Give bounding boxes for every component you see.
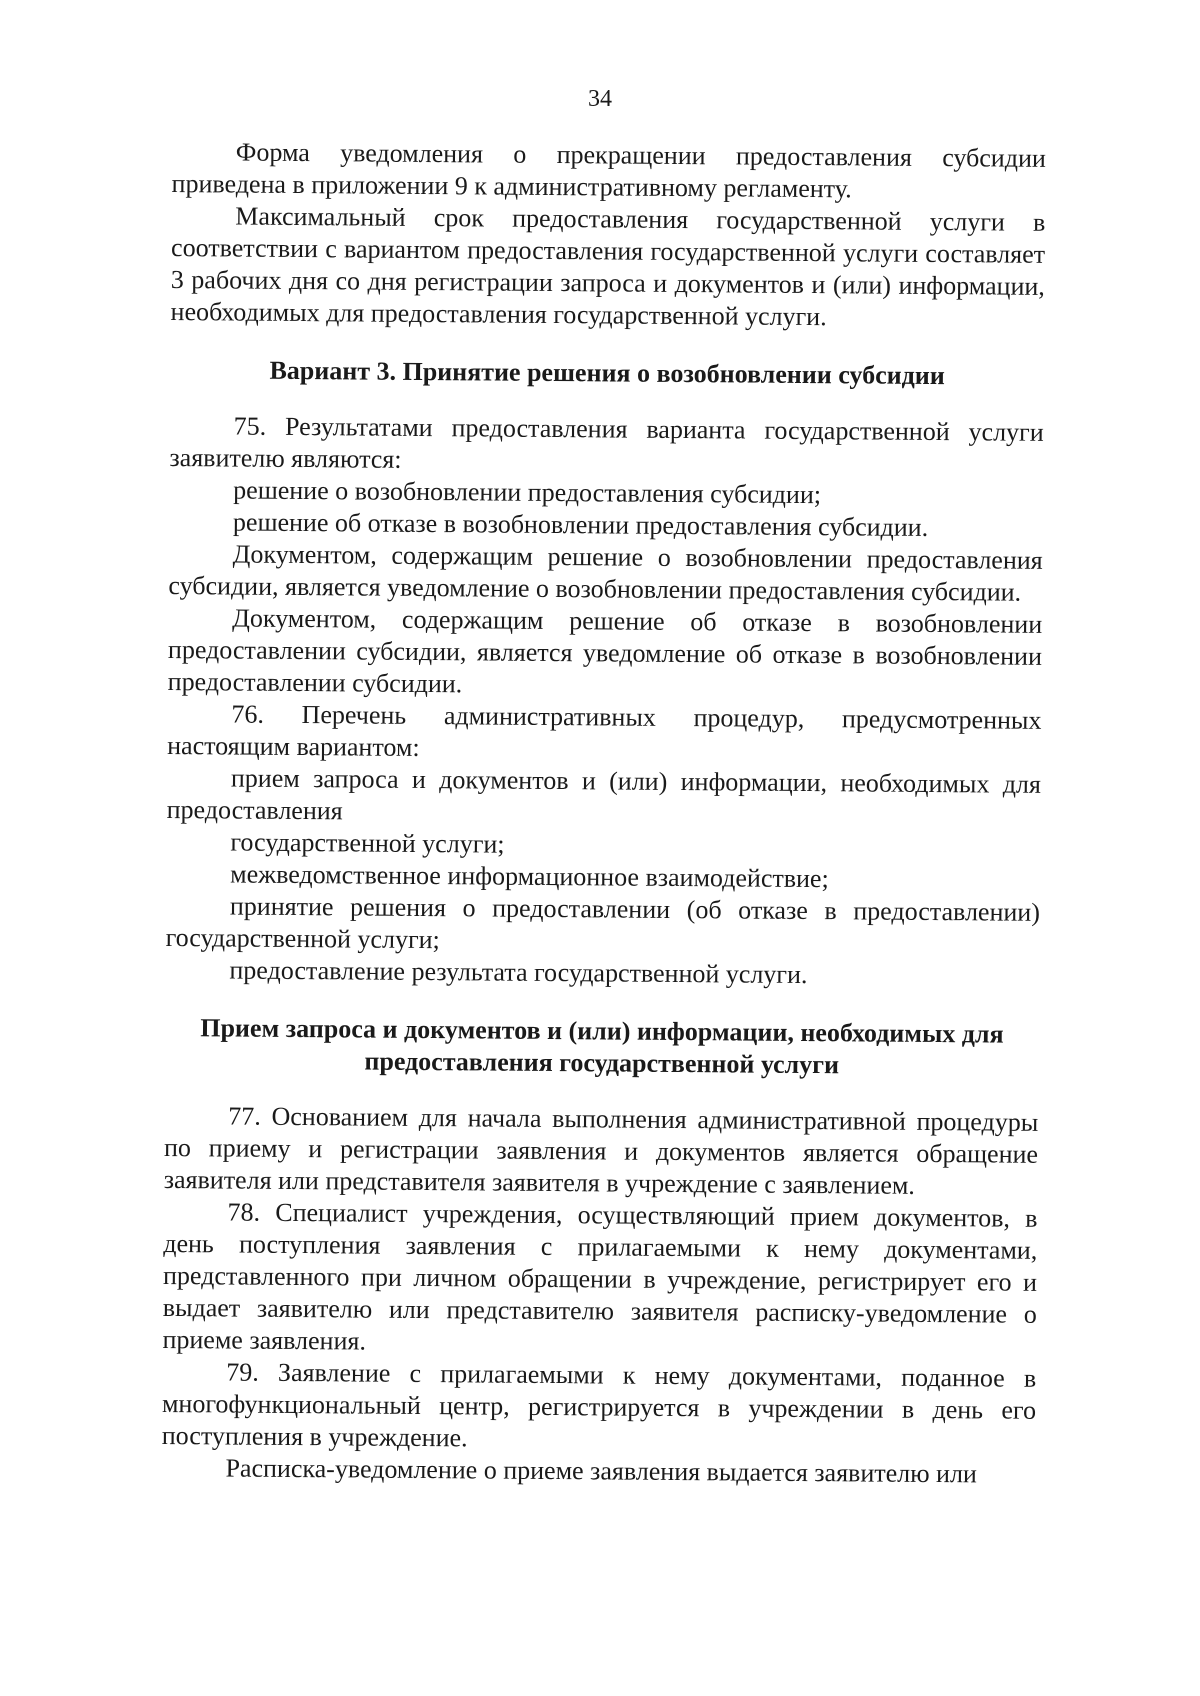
- section-heading: Вариант 3. Принятие решения о возобновлении субсидии: [269, 355, 945, 391]
- list-item: предоставление результата государственной услуги.: [229, 955, 808, 990]
- paragraph: 77. Основанием для начала выполнения административной процедуры по приему и регистрации заявления и документов является обращение заявителя или представителя заявителя в учреждение с заявлением.: [163, 1101, 1039, 1200]
- paragraph: Документом, содержащим решение о возобновлении предоставления субсидии, является уведомление о возобновлении предоставления субсидии.: [168, 539, 1043, 607]
- paragraph: Максимальный срок предоставления государственной услуги в соответствии с вариантом предоставления государственной услуги составляет 3 рабочих дня со дня регистрации запроса и документов и (или) информации, необходимых для предоставления государственной услуги.: [170, 201, 1046, 332]
- list-item: государственной услуги;: [230, 827, 505, 859]
- paragraph: 76. Перечень административных процедур, предусмотренных настоящим вариантом:: [167, 699, 1042, 762]
- paragraph: 78. Специалист учреждения, осуществляющий прием документов, в день поступления заявления с прилагаемыми к нему документами, представленного при личном обращении в учреждение, регистрирует его и выдает заявителю или представителю заявителя расписку-уведомление о приеме заявления.: [162, 1197, 1038, 1356]
- list-item: межведомственное информационное взаимодействие;: [230, 859, 829, 894]
- list-item: решение об отказе в возобновлении предоставления субсидии.: [232, 507, 929, 542]
- paragraph: Форма уведомления о прекращении предоставления субсидии приведена в приложении 9 к административному регламенту.: [171, 137, 1046, 204]
- section-heading-line: предоставления государственной услуги: [364, 1046, 840, 1080]
- paragraph: Расписка-уведомление о приеме заявления выдается заявителю или: [225, 1453, 978, 1489]
- section-heading-line: Прием запроса и документов и (или) информации, необходимых для: [200, 1013, 1004, 1049]
- list-item: прием запроса и документов и (или) информации, необходимых для предоставления: [166, 763, 1042, 826]
- paragraph: Документом, содержащим решение об отказе в возобновлении предоставлении субсидии, является уведомление об отказе в возобновлении предоставлении субсидии.: [167, 603, 1043, 699]
- page-number: 34: [588, 86, 612, 112]
- paragraph: 79. Заявление с прилагаемыми к нему документами, поданное в многофункциональный центр, регистрируется в учреждении в день его поступления в учреждение.: [161, 1357, 1037, 1453]
- list-item: решение о возобновлении предоставления субсидии;: [233, 475, 822, 510]
- list-item: принятие решения о предоставлении (об отказе в предоставлении) государственной услуги;: [165, 891, 1041, 955]
- paragraph: 75. Результатами предоставления варианта государственной услуги заявителю являются:: [169, 411, 1044, 474]
- document-body: [161, 136, 1046, 1491]
- section-heading: [165, 1012, 1039, 1083]
